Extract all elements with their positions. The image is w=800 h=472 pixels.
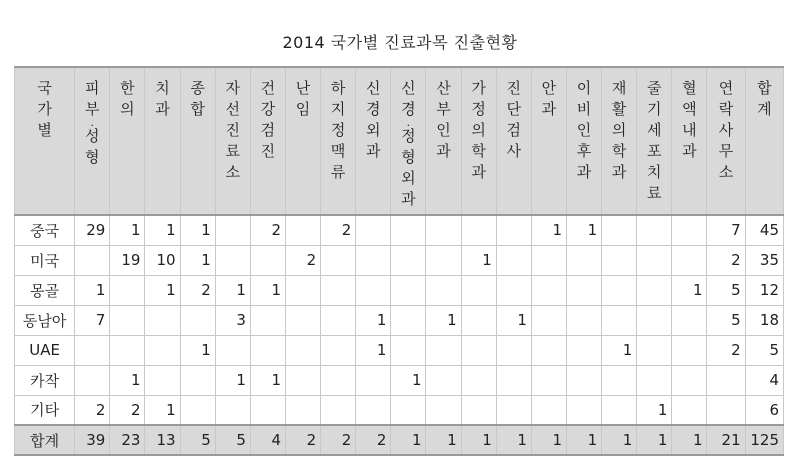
row-label: 미국 [15, 245, 75, 275]
column-header: 피 부 . 성 형 [75, 67, 110, 215]
table-cell [250, 245, 285, 275]
table-cell [531, 275, 566, 305]
table-cell [75, 245, 110, 275]
table-cell [180, 365, 215, 395]
table-cell [426, 275, 461, 305]
table-cell [391, 275, 426, 305]
table-cell [672, 245, 707, 275]
table-cell [215, 215, 250, 245]
table-cell: 7 [75, 305, 110, 335]
table-cell [672, 395, 707, 425]
table-cell: 1 [602, 335, 637, 365]
table-cell [75, 335, 110, 365]
table-cell [321, 305, 356, 335]
table-cell: 39 [75, 425, 110, 455]
column-header: 혈 액 내 과 [672, 67, 707, 215]
table-cell: 1 [637, 395, 672, 425]
column-header: 가 정 의 학 과 [461, 67, 496, 215]
table-cell [285, 215, 320, 245]
table-cell: 1 [250, 275, 285, 305]
table-cell [250, 335, 285, 365]
table-row [15, 215, 784, 245]
table-cell [637, 245, 672, 275]
table-cell [356, 215, 391, 245]
table-cell [637, 215, 672, 245]
table-cell [391, 245, 426, 275]
table-cell [426, 335, 461, 365]
table-cell [461, 365, 496, 395]
table-cell [602, 275, 637, 305]
table-cell: 1 [145, 215, 180, 245]
table-cell: 2 [356, 425, 391, 455]
column-header: 산 부 인 과 [426, 67, 461, 215]
table-cell: 2 [250, 215, 285, 245]
table-cell: 1 [180, 335, 215, 365]
table-cell: 7 [707, 215, 745, 245]
table-row [15, 275, 784, 305]
table-cell: 5 [707, 305, 745, 335]
table-cell: 1 [145, 395, 180, 425]
table-cell [566, 275, 601, 305]
table-cell [496, 245, 531, 275]
row-label: 기타 [15, 395, 75, 425]
table-cell [672, 215, 707, 245]
table-cell [461, 395, 496, 425]
table-cell [215, 245, 250, 275]
table-row [15, 395, 784, 425]
table-cell [75, 365, 110, 395]
table-cell: 1 [110, 365, 145, 395]
table-cell [145, 305, 180, 335]
table-row [15, 425, 784, 455]
table-cell [215, 395, 250, 425]
table-cell [672, 305, 707, 335]
table-cell: 1 [356, 305, 391, 335]
table-cell [566, 365, 601, 395]
table-cell: 5 [707, 275, 745, 305]
table-cell [426, 215, 461, 245]
table-header [15, 67, 784, 215]
table-cell: 1 [672, 275, 707, 305]
column-header: 한 의 [110, 67, 145, 215]
table-cell [110, 275, 145, 305]
column-header: 건 강 검 진 [250, 67, 285, 215]
table-row [15, 245, 784, 275]
corner-header: 국 가 별 [15, 67, 75, 215]
column-header: 자 선 진 료 소 [215, 67, 250, 215]
table-cell [391, 215, 426, 245]
table-cell [426, 395, 461, 425]
table-cell: 2 [321, 425, 356, 455]
table-cell: 1 [531, 215, 566, 245]
table-cell: 1 [566, 425, 601, 455]
table-cell: 1 [110, 215, 145, 245]
table-cell: 1 [215, 365, 250, 395]
table-row [15, 365, 784, 395]
table-cell: 5 [215, 425, 250, 455]
table-cell [707, 395, 745, 425]
column-header: 진 단 검 사 [496, 67, 531, 215]
table-cell: 1 [531, 425, 566, 455]
table-cell [531, 395, 566, 425]
table-cell [180, 305, 215, 335]
table-cell: 1 [461, 245, 496, 275]
table-cell [356, 365, 391, 395]
table-cell [321, 335, 356, 365]
table-cell: 4 [745, 365, 783, 395]
table-cell: 2 [180, 275, 215, 305]
row-label: 카작 [15, 365, 75, 395]
table-cell [707, 365, 745, 395]
table-cell [672, 365, 707, 395]
table-cell [461, 305, 496, 335]
table-cell: 18 [745, 305, 783, 335]
column-header: 종 합 [180, 67, 215, 215]
table-cell [321, 395, 356, 425]
table-cell: 1 [391, 425, 426, 455]
table-cell [356, 245, 391, 275]
table-cell: 5 [180, 425, 215, 455]
table-cell [566, 395, 601, 425]
table-cell: 1 [75, 275, 110, 305]
table-cell [672, 335, 707, 365]
table-cell: 1 [461, 425, 496, 455]
table-cell: 1 [602, 425, 637, 455]
table-cell [391, 335, 426, 365]
table-cell [110, 305, 145, 335]
table-cell: 1 [180, 215, 215, 245]
table-cell [566, 245, 601, 275]
column-header: 치 과 [145, 67, 180, 215]
table-cell: 2 [75, 395, 110, 425]
table-cell [637, 305, 672, 335]
table-cell: 35 [745, 245, 783, 275]
table-cell [496, 275, 531, 305]
table-cell [145, 365, 180, 395]
table-cell [531, 365, 566, 395]
column-header: 연 락 사 무 소 [707, 67, 745, 215]
table-cell: 23 [110, 425, 145, 455]
table-cell: 1 [391, 365, 426, 395]
table-cell: 1 [145, 275, 180, 305]
column-header: 난 임 [285, 67, 320, 215]
table-cell [391, 305, 426, 335]
table-cell [531, 245, 566, 275]
table-cell [426, 245, 461, 275]
column-header: 합 계 [745, 67, 783, 215]
table-cell: 19 [110, 245, 145, 275]
row-label: 중국 [15, 215, 75, 245]
header-row [15, 67, 784, 215]
row-label: 몽골 [15, 275, 75, 305]
table-cell [602, 395, 637, 425]
table-cell: 29 [75, 215, 110, 245]
table-cell [285, 335, 320, 365]
table-cell: 125 [745, 425, 783, 455]
table-cell [285, 305, 320, 335]
table-cell: 1 [250, 365, 285, 395]
table-cell [285, 275, 320, 305]
table-cell: 2 [110, 395, 145, 425]
table-cell [285, 365, 320, 395]
table-cell [496, 365, 531, 395]
row-label: UAE [15, 335, 75, 365]
data-table [14, 66, 784, 456]
row-label: 동남아 [15, 305, 75, 335]
table-cell: 1 [672, 425, 707, 455]
table-cell: 1 [426, 425, 461, 455]
table-cell [602, 215, 637, 245]
column-header: 신 경 외 과 [356, 67, 391, 215]
table-cell [531, 335, 566, 365]
table-cell [461, 335, 496, 365]
table-cell [321, 365, 356, 395]
table-cell: 2 [321, 215, 356, 245]
table-cell: 4 [250, 425, 285, 455]
table-cell [285, 395, 320, 425]
table-cell: 5 [745, 335, 783, 365]
table-cell: 2 [707, 245, 745, 275]
table-cell [145, 335, 180, 365]
table-cell: 2 [707, 335, 745, 365]
table-cell: 1 [426, 305, 461, 335]
table-cell: 10 [145, 245, 180, 275]
table-cell: 2 [285, 425, 320, 455]
column-header: 줄 기 세 포 치 료 [637, 67, 672, 215]
table-cell [250, 305, 285, 335]
table-body [15, 215, 784, 455]
chart-title: 2014 국가별 진료과목 진출현황 [282, 33, 518, 52]
column-header: 안 과 [531, 67, 566, 215]
table-cell [356, 275, 391, 305]
table-cell [566, 335, 601, 365]
table-cell: 1 [496, 425, 531, 455]
column-header: 재 활 의 학 과 [602, 67, 637, 215]
table-cell [637, 335, 672, 365]
table-cell [180, 395, 215, 425]
table-cell [496, 395, 531, 425]
table-cell [215, 335, 250, 365]
table-cell [250, 395, 285, 425]
table-cell [321, 245, 356, 275]
table-cell: 1 [496, 305, 531, 335]
table-row [15, 305, 784, 335]
table-cell [496, 335, 531, 365]
table-cell [566, 305, 601, 335]
table-cell [496, 215, 531, 245]
table-cell: 1 [566, 215, 601, 245]
table-row [15, 335, 784, 365]
table-cell [637, 365, 672, 395]
row-label: 합계 [15, 425, 75, 455]
table-cell: 3 [215, 305, 250, 335]
table-cell: 1 [215, 275, 250, 305]
table-cell [110, 335, 145, 365]
table-cell [637, 275, 672, 305]
table-cell: 13 [145, 425, 180, 455]
column-header: 하 지 정 맥 류 [321, 67, 356, 215]
table-cell [602, 365, 637, 395]
table-cell: 6 [745, 395, 783, 425]
table-cell: 2 [285, 245, 320, 275]
table-cell [531, 305, 566, 335]
table-cell [602, 305, 637, 335]
table-cell: 1 [180, 245, 215, 275]
table-cell: 1 [637, 425, 672, 455]
table-cell [356, 395, 391, 425]
table-cell: 45 [745, 215, 783, 245]
table-cell [602, 245, 637, 275]
table-cell: 21 [707, 425, 745, 455]
table-cell [461, 275, 496, 305]
column-header: 신 경 . 정 형 외 과 [391, 67, 426, 215]
column-header: 이 비 인 후 과 [566, 67, 601, 215]
table-cell [391, 395, 426, 425]
table-cell: 1 [356, 335, 391, 365]
table-cell [321, 275, 356, 305]
table-cell: 12 [745, 275, 783, 305]
table-cell [461, 215, 496, 245]
table-cell [426, 365, 461, 395]
